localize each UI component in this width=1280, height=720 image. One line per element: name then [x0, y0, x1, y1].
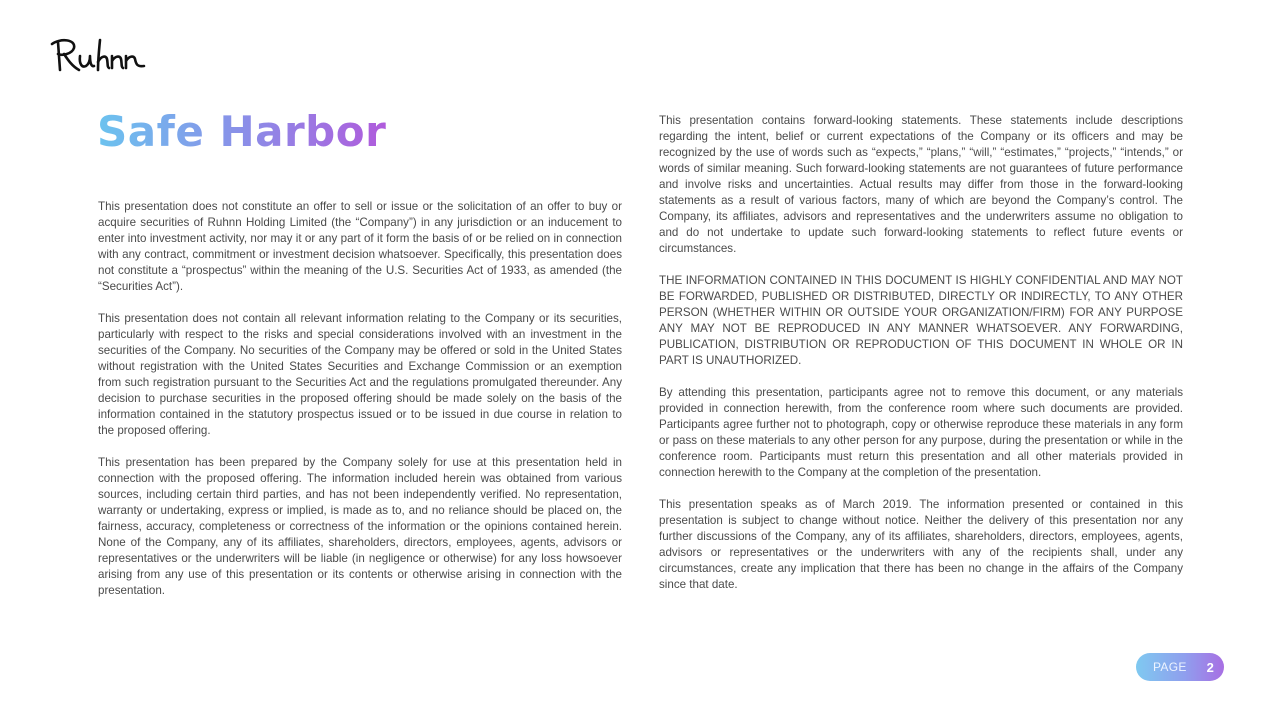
- brand-logo: [46, 34, 148, 78]
- disclaimer-paragraph-as-of-date: This presentation speaks as of March 2019. The information presented or contained in this presentation is subject to change without notice. Neither the delivery of this presentation nor any further discussions of the Company, any of its affiliates, shareholders, directors, employees, agents, advisors or representatives or the underwriters with any of the recipients shall, under any circumstances, create any implication that there has been no change in the affairs of the Company since that date.: [659, 498, 1183, 591]
- disclaimer-paragraph-preparation: This presentation has been prepared by the Company solely for use at this presentation held in connection with the proposed offering. The information included herein was obtained from various sources, including certain third parties, and has not been independently verified. No representation, warranty or undertaking, express or implied, is made as to, and no reliance should be placed on, the fairness, accuracy, completeness or correctness of the information or the opinions contained herein. None of the Company, any of its affiliates, shareholders, directors, employees, agents, advisors or representatives or the underwriters will be liable (in negligence or otherwise) for any loss howsoever arising from any use of this presentation or its contents or otherwise arising in connection with the presentation.: [98, 456, 622, 597]
- right-disclaimer-column: [659, 113, 1183, 609]
- left-disclaimer-column: [98, 199, 622, 615]
- disclaimer-paragraph-attendance: By attending this presentation, participants agree not to remove this document, or any materials provided in connection herewith, from the conference room where such documents are provided. Participants agree further not to photograph, copy or otherwise reproduce these materials in any form or pass on these materials to any other person for any purpose, during the presentation or while in the conference room. Participants must return this presentation and all other materials provided in connection herewith to the Company at the completion of the presentation.: [659, 386, 1183, 479]
- ruhnn-signature-logo-icon: [46, 34, 148, 78]
- page-label: PAGE: [1153, 660, 1187, 674]
- disclaimer-paragraph-forward-looking: This presentation contains forward-looking statements. These statements include descriptions regarding the intent, belief or current expectations of the Company or its officers and may be recognized by the use of words such as “expects,” “plans,” “will,” “estimates,” “projects,” “intends,” or words of similar meaning. Such forward-looking statements are not guarantees of future performance and involve risks and uncertainties. Actual results may differ from those in the forward-looking statements as a result of various factors, many of which are beyond the Company’s control. The Company, its affiliates, advisors and representatives and the underwriters assume no obligation to and do not undertake to update such forward-looking statements to reflect future events or circumstances.: [659, 114, 1183, 255]
- page-title: Safe Harbor: [97, 107, 387, 156]
- page-number: 2: [1206, 659, 1214, 675]
- disclaimer-paragraph-offer: This presentation does not constitute an offer to sell or issue or the solicitation of an offer to buy or acquire securities of Ruhnn Holding Limited (the “Company”) in any jurisdiction or an inducement to enter into investment activity, nor may it or any part of it form the basis of or be relied on in connection with any contract, commitment or investment decision whatsoever. Specifically, this presentation does not constitute a “prospectus” within the meaning of the U.S. Securities Act of 1933, as amended (the “Securities Act”).: [98, 200, 622, 293]
- page-indicator-badge: [1136, 653, 1224, 681]
- disclaimer-paragraph-confidential: THE INFORMATION CONTAINED IN THIS DOCUMENT IS HIGHLY CONFIDENTIAL AND MAY NOT BE FORWARDED, PUBLISHED OR DISTRIBUTED, DIRECTLY OR INDIRECTLY, TO ANY OTHER PERSON (WHETHER WITHIN OR OUTSIDE YOUR ORGANIZATION/FIRM) FOR ANY PURPOSE ANY MAY NOT BE REPRODUCED IN ANY MANNER WHATSOEVER. ANY FORWARDING, PUBLICATION, DISTRIBUTION OR REPRODUCTION OF THIS DOCUMENT IN WHOLE OR IN PART IS UNAUTHORIZED.: [659, 274, 1183, 367]
- disclaimer-paragraph-relevant-information: This presentation does not contain all relevant information relating to the Company or its securities, particularly with respect to the risks and special considerations involved with an investment in the securities of the Company. No securities of the Company may be offered or sold in the United States without registration with the United States Securities and Exchange Commission or an exemption from such registration pursuant to the Securities Act and the regulations promulgated thereunder. Any decision to purchase securities in the proposed offering should be made solely on the basis of the information contained in the statutory prospectus issued or to be issued in due course in relation to the proposed offering.: [98, 312, 622, 437]
